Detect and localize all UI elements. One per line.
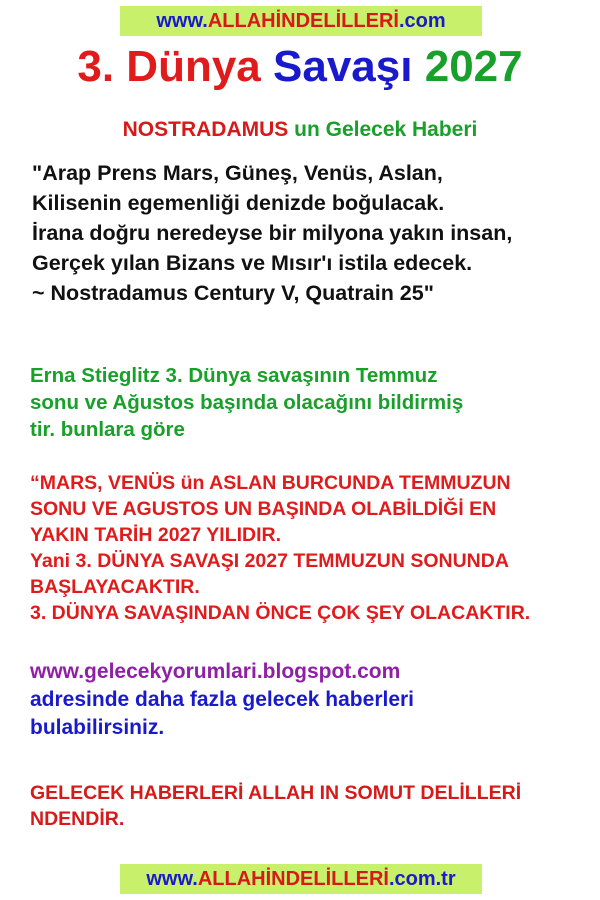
nostradamus-quote: [32, 158, 572, 308]
quote-line: "Arap Prens Mars, Güneş, Venüs, Aslan,: [32, 161, 443, 185]
prediction-line: BAŞLAYACAKTIR.: [30, 576, 200, 598]
title-part-1: 3. Dünya: [77, 42, 261, 91]
prediction-line: 3. DÜNYA SAVAŞINDAN ÖNCE ÇOK ŞEY OLACAKTIR.: [30, 602, 531, 624]
page-title: [0, 42, 600, 92]
erna-stieglitz-paragraph: [30, 362, 575, 443]
blog-line: bulabilirsiniz.: [30, 716, 165, 739]
blog-line: adresinde daha fazla gelecek haberleri: [30, 688, 415, 711]
quote-line: İrana doğru neredeyse bir milyona yakın insan,: [32, 221, 513, 245]
erna-line: Erna Stieglitz 3. Dünya savaşının Temmuz: [30, 364, 438, 387]
top-banner: [120, 6, 482, 36]
quote-line: Gerçek yılan Bizans ve Mısır'ı istila edecek.: [32, 251, 473, 275]
title-part-2: Savaşı: [273, 42, 413, 91]
prediction-line: YAKIN TARİH 2027 YILIDIR.: [30, 524, 282, 546]
quote-line: ~ Nostradamus Century V, Quatrain 25": [32, 281, 434, 305]
erna-line: sonu ve Ağustos başında olacağını bildirmiş: [30, 391, 464, 414]
top-banner-text: [156, 10, 445, 33]
top-banner-suffix: .com: [398, 9, 446, 32]
subtitle-part-2: un Gelecek Haberi: [294, 118, 478, 141]
blog-link[interactable]: www.gelecekyorumlari.blogspot.com: [30, 660, 401, 683]
prediction-paragraph: [30, 470, 590, 626]
erna-line: tir. bunlara göre: [30, 418, 185, 441]
bottom-banner: [120, 864, 482, 894]
prediction-line: “MARS, VENÜS ün ASLAN BURCUNDA TEMMUZUN: [30, 472, 511, 494]
bottom-banner-text: [146, 868, 455, 891]
top-banner-prefix: www.: [156, 9, 208, 32]
closing-line: NDENDİR.: [30, 808, 125, 830]
prediction-line: SONU VE AGUSTOS UN BAŞINDA OLABİLDİĞİ EN: [30, 498, 497, 520]
blog-link-line: [30, 658, 590, 686]
bottom-banner-suffix: .com.tr: [388, 867, 456, 890]
subtitle-part-1: NOSTRADAMUS: [122, 118, 289, 141]
closing-statement: [30, 780, 590, 832]
blog-reference-paragraph: [30, 658, 590, 742]
quote-line: Kilisenin egemenliği denizde boğulacak.: [32, 191, 445, 215]
title-part-3: 2027: [424, 42, 523, 91]
bottom-banner-prefix: www.: [146, 867, 198, 890]
top-banner-middle: ALLAHİNDELİLLERİ: [207, 9, 399, 32]
prediction-line: Yani 3. DÜNYA SAVAŞI 2027 TEMMUZUN SONUNDA: [30, 550, 509, 572]
page-subtitle: [0, 118, 600, 142]
closing-line: GELECEK HABERLERİ ALLAH IN SOMUT DELİLLERİ: [30, 782, 522, 804]
bottom-banner-middle: ALLAHİNDELİLLERİ: [197, 867, 389, 890]
